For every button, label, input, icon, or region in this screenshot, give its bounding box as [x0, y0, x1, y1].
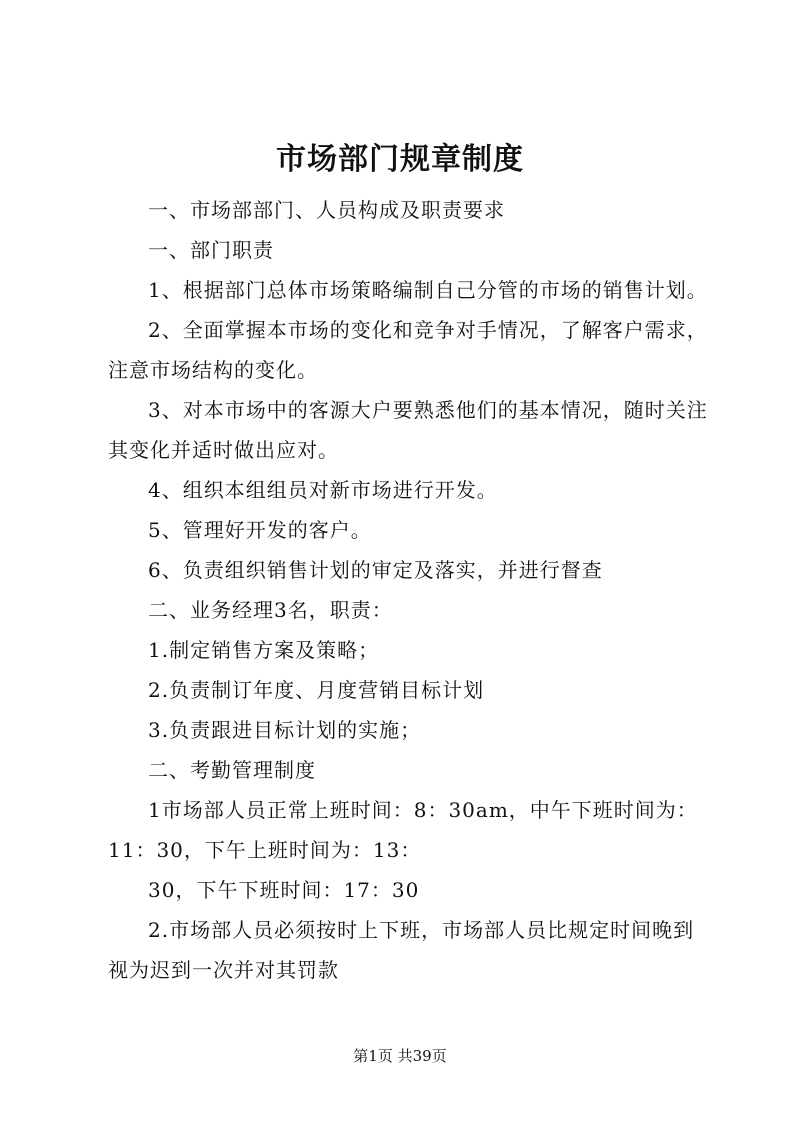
paragraph: 3.负责跟进目标计划的实施； [148, 718, 422, 742]
page-footer: 第1页 共39页 [353, 1047, 447, 1065]
section-heading: 二、考勤管理制度 [148, 758, 316, 782]
paragraph: 1市场部人员正常上班时间：8：30am，中午下班时间为：11：30，下午上班时间为：13： [108, 798, 698, 862]
document-body [108, 190, 708, 990]
paragraph: 2.市场部人员必须按时上下班，市场部人员比规定时间晚到视为迟到一次并对其罚款 [108, 918, 695, 982]
paragraph: 6、负责组织销售计划的审定及落实，并进行督查 [148, 558, 603, 582]
paragraph: 30，下午下班时间：17：30 [148, 878, 420, 902]
paragraph: 2.负责制订年度、月度营销目标计划 [148, 678, 485, 702]
paragraph: 2、全面掌握本市场的变化和竞争对手情况，了解客户需求，注意市场结构的变化。 [108, 318, 708, 382]
subsection-heading: 一、部门职责 [148, 238, 274, 262]
subsection-heading: 二、业务经理3名，职责： [148, 598, 393, 622]
paragraph: 1.制定销售方案及策略； [148, 638, 380, 662]
paragraph: 3、对本市场中的客源大户要熟悉他们的基本情况，随时关注其变化并适时做出应对。 [108, 398, 708, 462]
section-heading: 一、市场部部门、人员构成及职责要求 [148, 198, 505, 222]
paragraph: 5、管理好开发的客户。 [148, 518, 372, 542]
document-title: 市场部门规章制度 [276, 142, 524, 177]
paragraph: 1、根据部门总体市场策略编制自己分管的市场的销售计划。 [148, 278, 708, 302]
paragraph: 4、组织本组组员对新市场进行开发。 [148, 478, 498, 502]
